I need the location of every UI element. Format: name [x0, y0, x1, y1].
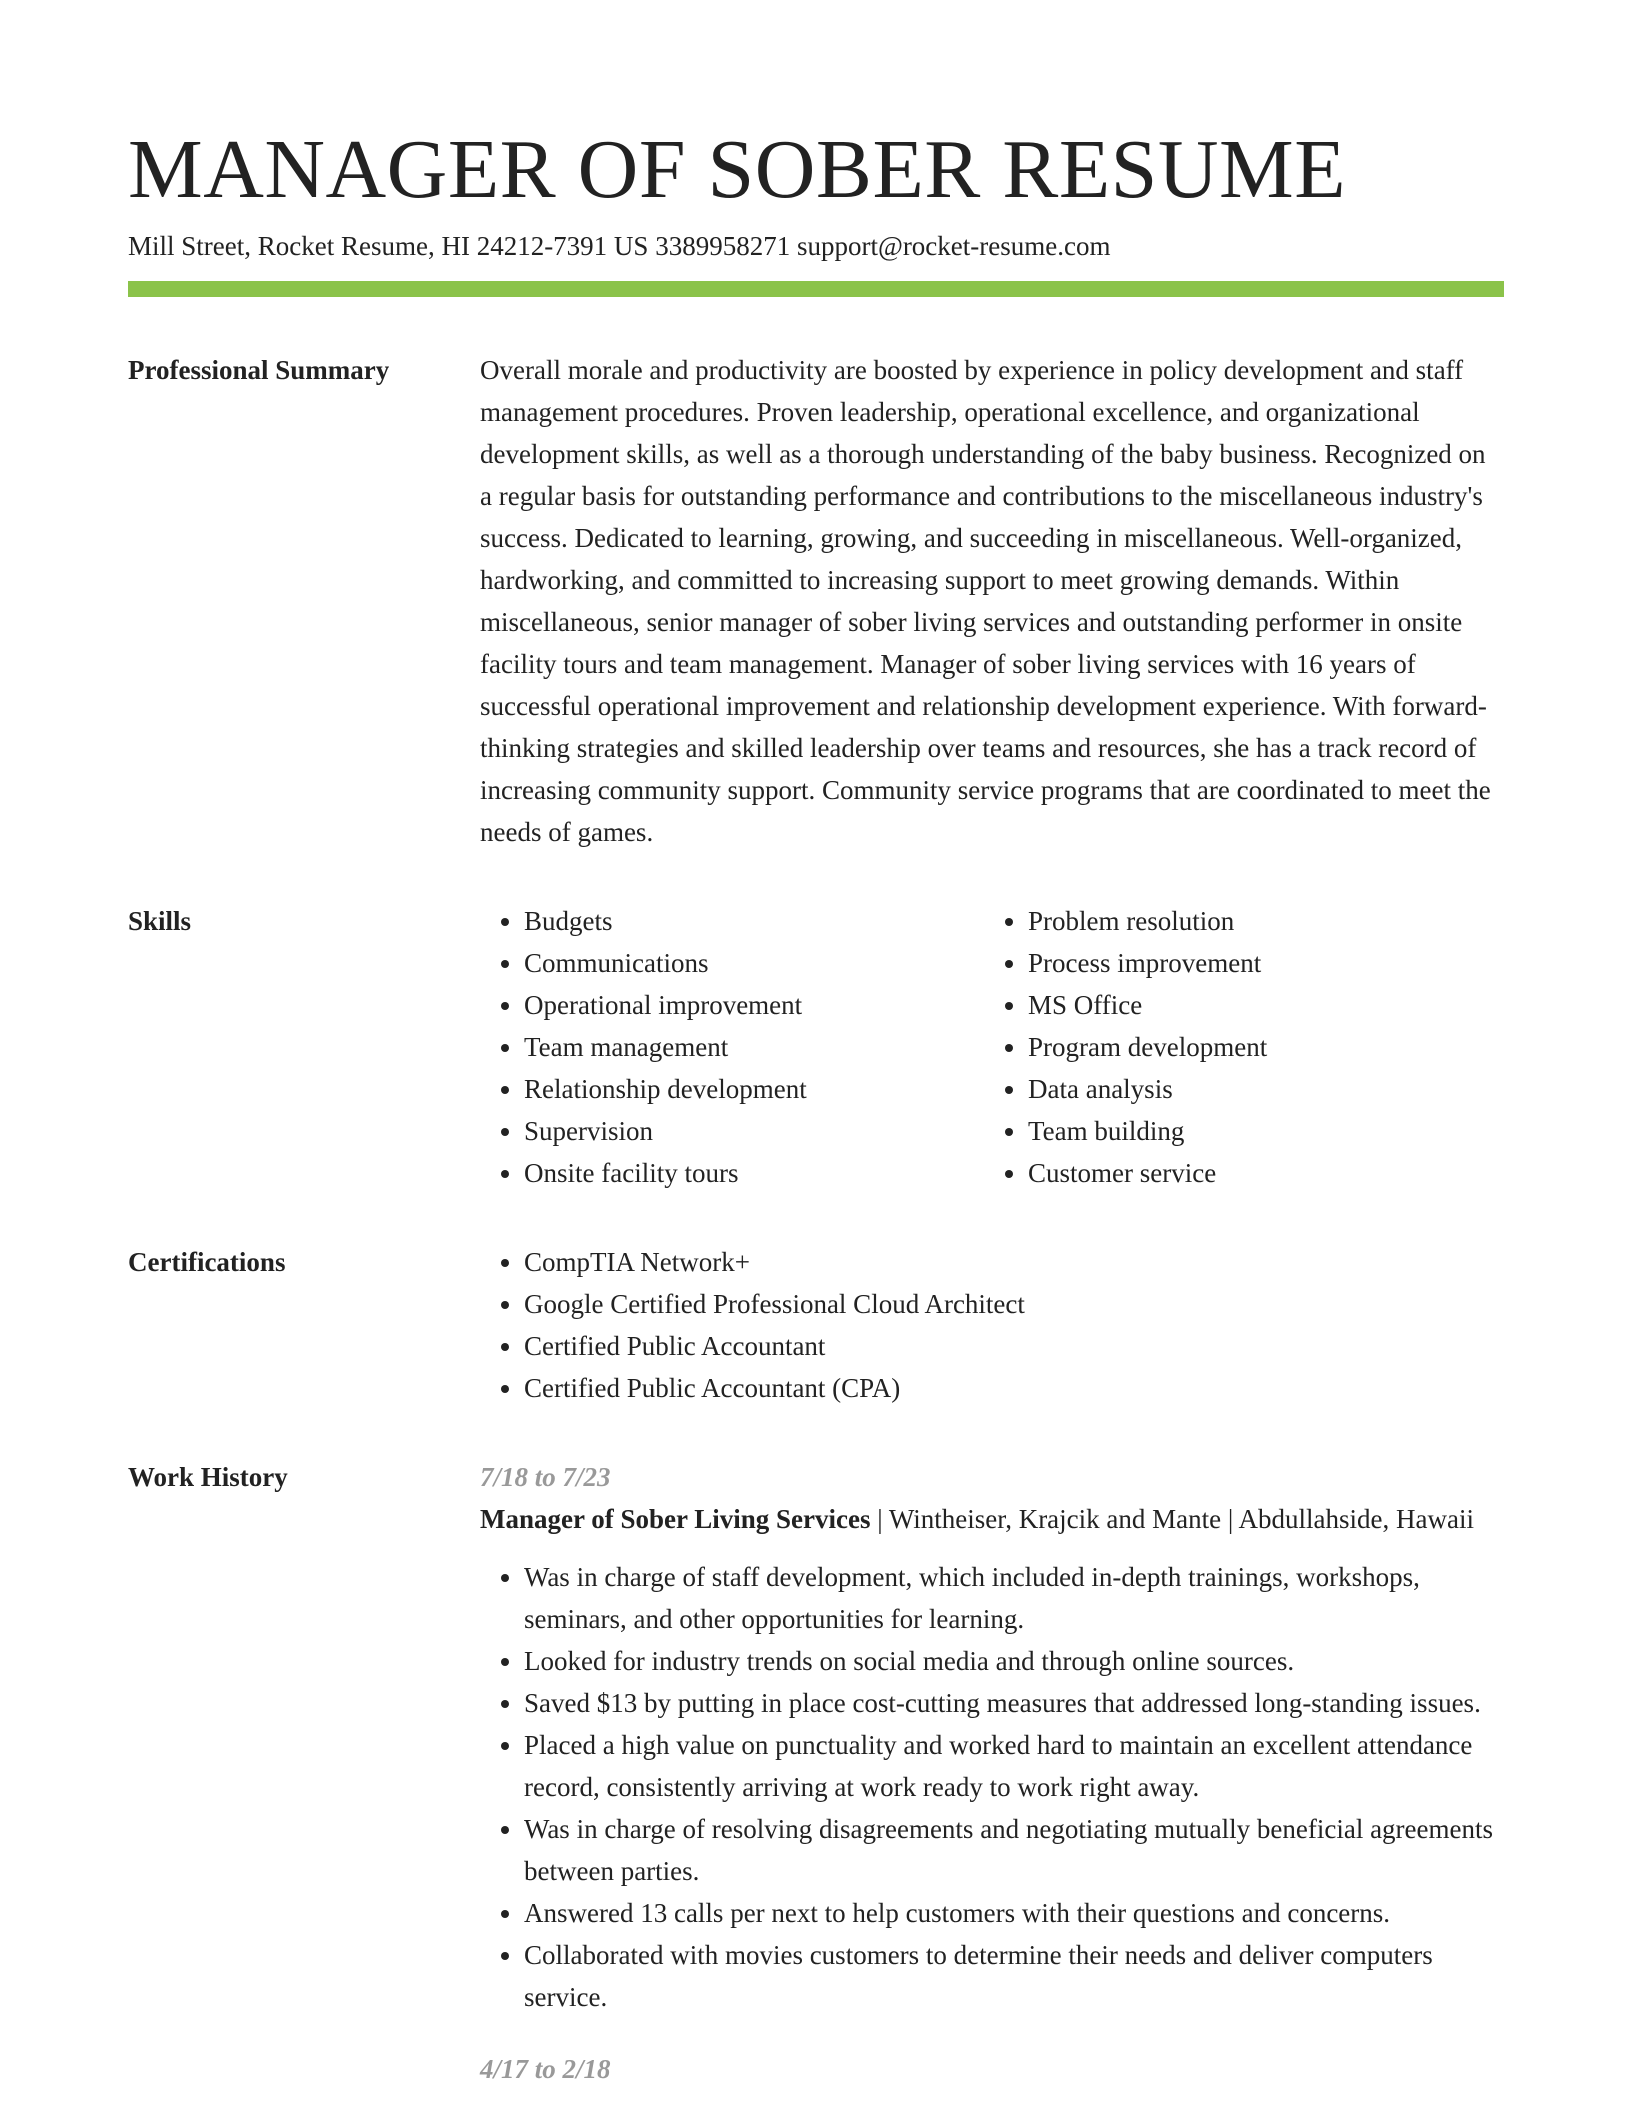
skills-grid: [480, 900, 1504, 1194]
certifications-body: [480, 1241, 1504, 1409]
job-bullet: • Placed a high value on punctuality and worked hard to maintain an excellent attendance record, consistently arriving at work ready to work right away.: [524, 1724, 1504, 1808]
skill-item: • Problem resolution: [1028, 900, 1488, 942]
work-history-body: [480, 1456, 1504, 2090]
skill-item: • Process improvement: [1028, 942, 1488, 984]
work-history-section: [128, 1456, 1504, 2090]
job-dates: 7/18 to 7/23: [480, 1462, 611, 1492]
skill-item: • MS Office: [1028, 984, 1488, 1026]
certification-item: • Google Certified Professional Cloud Architect: [524, 1283, 1504, 1325]
job-bullet: • Answered 13 calls per next to help customers with their questions and concerns.: [524, 1892, 1504, 1934]
certification-item: • Certified Public Accountant (CPA): [524, 1367, 1504, 1409]
certifications-list: [480, 1241, 1504, 1409]
skill-item: • Team management: [524, 1026, 984, 1068]
contact-line: Mill Street, Rocket Resume, HI 24212-7391 US 3389958271 support@rocket-resume.com: [128, 231, 1111, 261]
section-title-work-history: Work History: [128, 1462, 288, 1492]
summary-section: [128, 349, 1504, 853]
job-bullet: • Was in charge of staff development, which included in-depth trainings, workshops, seminars, and other opportunities for learning.: [524, 1556, 1504, 1640]
section-title-skills: Skills: [128, 906, 192, 936]
job-bullet: • Saved $13 by putting in place cost-cutting measures that addressed long-standing issues.: [524, 1682, 1504, 1724]
skill-item: • Relationship development: [524, 1068, 984, 1110]
skill-item: • Team building: [1028, 1110, 1488, 1152]
resume-page: [128, 0, 1504, 2090]
summary-text: Overall morale and productivity are boosted by experience in policy development and staff management procedures. Proven leadership, operational excellence, and organizational development skills, as well as a thorough understanding of the baby business. Recognized on a regular basis for outstanding performance and contributions to the miscellaneous industry's success. Dedicated to learning, growing, and succeeding in miscellaneous. Well-organized, hardworking, and committed to increasing support to meet growing demands. Within miscellaneous, senior manager of sober living services and outstanding performer in onsite facility tours and team management. Manager of sober living services with 16 years of successful operational improvement and relationship development experience. With forward-thinking strategies and skilled leadership over teams and resources, she has a track record of increasing community support. Community service programs that are coordinated to meet the needs of games.: [480, 355, 1491, 847]
skills-list-right: [984, 900, 1488, 1194]
job-bullet: • Collaborated with movies customers to determine their needs and deliver computers service.: [524, 1934, 1504, 2018]
skills-section: [128, 900, 1504, 1194]
section-title-summary: Professional Summary: [128, 355, 390, 385]
skills-list-left: [480, 900, 984, 1194]
skill-item: • Onsite facility tours: [524, 1152, 984, 1194]
skill-item: • Supervision: [524, 1110, 984, 1152]
skill-item: • Operational improvement: [524, 984, 984, 1026]
resume-name-heading: MANAGER OF SOBER RESUME: [128, 123, 1347, 216]
certification-item: • CompTIA Network+: [524, 1241, 1504, 1283]
accent-divider: [128, 281, 1504, 297]
job-entry: [480, 1456, 1504, 2018]
job-bullet: • Was in charge of resolving disagreements and negotiating mutually beneficial agreements between parties.: [524, 1808, 1504, 1892]
job-title: Manager of Sober Living Services: [480, 1504, 871, 1534]
skill-item: • Program development: [1028, 1026, 1488, 1068]
skill-item: • Data analysis: [1028, 1068, 1488, 1110]
section-title-certifications: Certifications: [128, 1247, 286, 1277]
job-dates: 4/17 to 2/18: [480, 2054, 611, 2084]
skill-item: • Budgets: [524, 900, 984, 942]
job-bullet: • Looked for industry trends on social media and through online sources.: [524, 1640, 1504, 1682]
skill-item: • Customer service: [1028, 1152, 1488, 1194]
certification-item: • Certified Public Accountant: [524, 1325, 1504, 1367]
job-employer-location: | Wintheiser, Krajcik and Mante | Abdullahside, Hawaii: [870, 1504, 1474, 1534]
job-bullets: [480, 1556, 1504, 2018]
job-entry: [480, 2048, 1504, 2090]
skill-item: • Communications: [524, 942, 984, 984]
job-heading: [480, 1498, 1504, 1540]
certifications-section: [128, 1241, 1504, 1409]
summary-body: [480, 349, 1504, 853]
